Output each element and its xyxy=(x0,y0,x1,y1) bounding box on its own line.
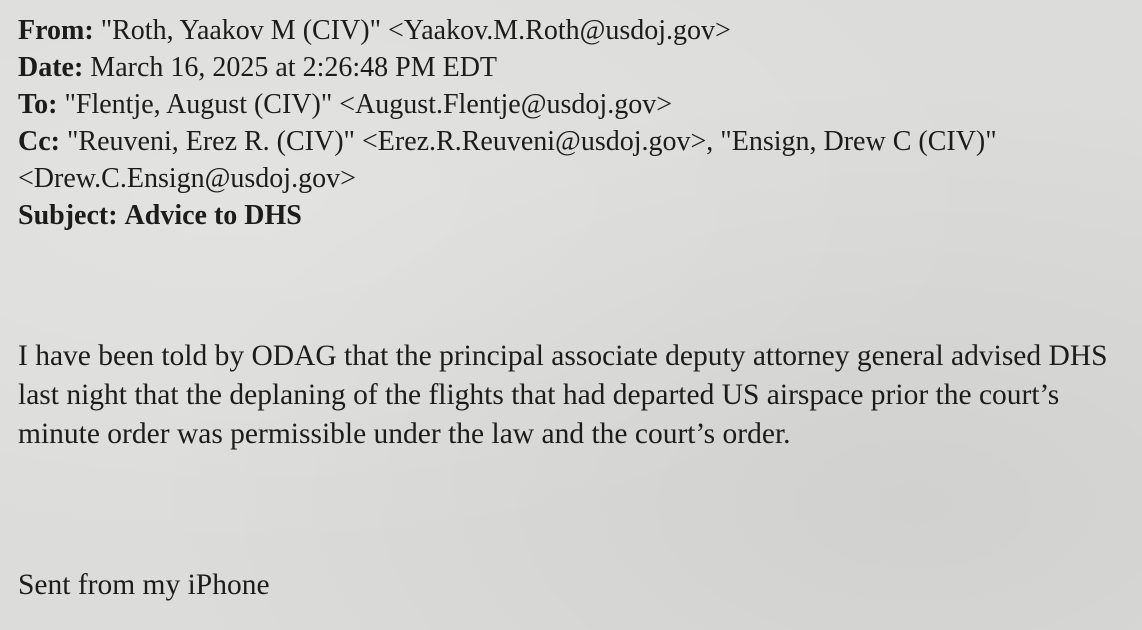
date-line xyxy=(18,49,1128,86)
to-line xyxy=(18,86,1128,123)
subject-value: Advice to DHS xyxy=(124,200,302,231)
cc-label: Cc: xyxy=(18,126,60,157)
to-value: "Flentje, August (CIV)" <August.Flentje@usdoj.gov> xyxy=(64,89,672,120)
cc-line xyxy=(18,123,1128,197)
email-body: I have been told by ODAG that the principal associate deputy attorney general advised DHS last night that the deplaning of the flights that had departed US airspace prior the court’s minute order was permissible under the law and the court’s order. xyxy=(18,340,1108,450)
date-label: Date: xyxy=(18,52,84,83)
from-value: "Roth, Yaakov M (CIV)" <Yaakov.M.Roth@usdoj.gov> xyxy=(100,15,731,46)
email-header xyxy=(18,12,1128,234)
cc-value: "Reuveni, Erez R. (CIV)" <Erez.R.Reuveni@usdoj.gov>, "Ensign, Drew C (CIV)" <Drew.C.Ensign@usdoj.gov> xyxy=(18,126,997,194)
subject-line xyxy=(18,197,1128,234)
from-line xyxy=(18,12,1128,49)
date-value: March 16, 2025 at 2:26:48 PM EDT xyxy=(90,52,498,83)
email-signature: Sent from my iPhone xyxy=(18,569,270,601)
subject-label: Subject: xyxy=(18,200,118,231)
from-label: From: xyxy=(18,15,94,46)
to-label: To: xyxy=(18,89,58,120)
